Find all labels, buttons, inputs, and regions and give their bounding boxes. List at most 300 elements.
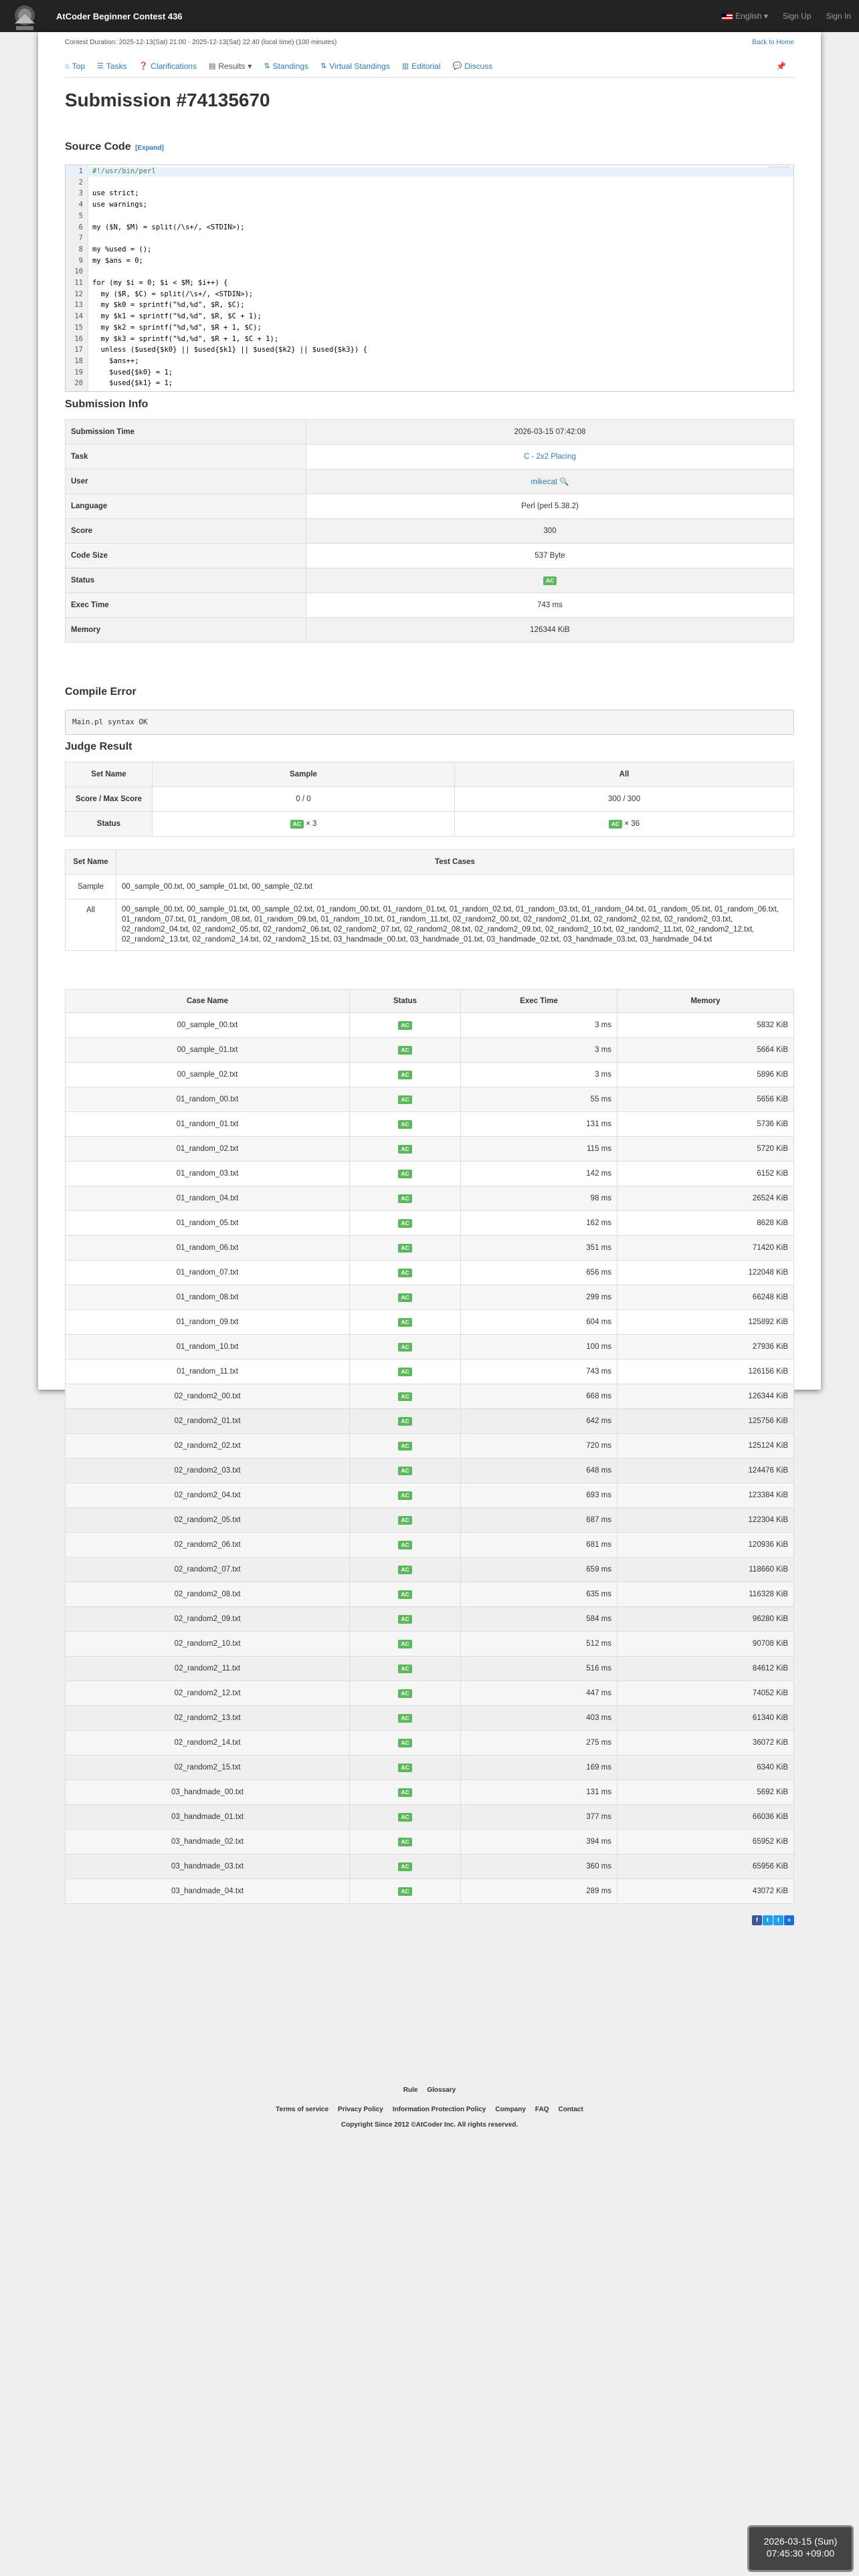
table-row xyxy=(66,544,794,568)
status-badge: AC xyxy=(398,1269,411,1277)
memory: 122048 KiB xyxy=(617,1261,794,1285)
line-number: 11 xyxy=(74,279,83,287)
nav-editorial-label: Editorial xyxy=(411,61,441,71)
exec-time: 169 ms xyxy=(461,1755,617,1780)
table-row xyxy=(66,1706,794,1731)
code-line xyxy=(66,301,793,310)
code-line xyxy=(66,245,793,255)
case-name: 02_random2_12.txt xyxy=(66,1681,350,1706)
submission-time-label: Submission Time xyxy=(66,420,306,445)
footer-link[interactable]: Glossary xyxy=(427,2086,456,2094)
share-plus-icon[interactable]: + xyxy=(784,1915,794,1925)
case-status xyxy=(350,1805,461,1830)
memory: 43072 KiB xyxy=(617,1879,794,1904)
case-status xyxy=(350,1162,461,1186)
set-name-header: Set Name xyxy=(66,850,116,875)
memory: 120936 KiB xyxy=(617,1533,794,1558)
status-badge: AC xyxy=(398,1640,411,1648)
memory: 116328 KiB xyxy=(617,1582,794,1607)
footer xyxy=(0,2086,859,2129)
sample-set-name: Sample xyxy=(66,875,116,899)
status-badge: AC xyxy=(398,1862,411,1871)
case-status xyxy=(350,1063,461,1087)
exec-time: 377 ms xyxy=(461,1805,617,1830)
status-badge: AC xyxy=(543,576,557,585)
case-status xyxy=(350,1310,461,1335)
code-line xyxy=(66,368,793,378)
case-status xyxy=(350,1013,461,1038)
exec-time: 512 ms xyxy=(461,1632,617,1656)
status-badge: AC xyxy=(398,1417,411,1426)
source-code-heading xyxy=(65,141,164,153)
code-text: my $k0 = sprintf("%d,%d", $R, $C); xyxy=(92,301,245,310)
exec-time: 584 ms xyxy=(461,1607,617,1632)
table-row xyxy=(66,990,794,1013)
nav-editorial[interactable] xyxy=(402,62,441,71)
code-text: my $k3 = sprintf("%d,%d", $R + 1, $C + 1); xyxy=(92,334,279,343)
memory-value: 126344 KiB xyxy=(306,618,794,643)
table-row xyxy=(66,762,794,787)
facebook-icon[interactable]: f xyxy=(752,1915,762,1925)
case-status xyxy=(350,1607,461,1632)
nav-clarifications-label: Clarifications xyxy=(151,61,197,71)
status-badge: AC xyxy=(398,1541,411,1549)
judge-result-heading: Judge Result xyxy=(65,741,132,752)
case-status xyxy=(350,1879,461,1904)
case-status xyxy=(350,1335,461,1360)
memory: 66248 KiB xyxy=(617,1285,794,1310)
clock-date: 2026-03-15 (Sun) xyxy=(763,2536,838,2547)
code-text: $used{$k1} = 1; xyxy=(92,379,173,388)
status-badge: AC xyxy=(398,1219,411,1228)
test-sets-table xyxy=(65,849,794,951)
status-badge: AC xyxy=(398,1689,411,1698)
table-row xyxy=(66,1310,794,1335)
line-number: 6 xyxy=(78,223,83,231)
code-line xyxy=(66,167,793,177)
sign-up-link[interactable]: Sign Up xyxy=(782,11,812,21)
case-name: 01_random_01.txt xyxy=(66,1112,350,1137)
table-row xyxy=(66,1013,794,1038)
contest-duration: Contest Duration: 2025-12-13(Sat) 21:00 - 2025-12-13(Sat) 22:40 (local time) (100 minutes) xyxy=(65,39,337,46)
nav-virtual-standings-label: Virtual Standings xyxy=(329,61,390,71)
line-number: 14 xyxy=(74,312,83,321)
exec-time: 351 ms xyxy=(461,1236,617,1261)
status-badge: AC xyxy=(398,1244,411,1253)
memory: 5692 KiB xyxy=(617,1780,794,1805)
code-text: $ans++; xyxy=(92,356,139,365)
case-status xyxy=(350,1854,461,1879)
table-row xyxy=(66,1607,794,1632)
exec-time: 299 ms xyxy=(461,1285,617,1310)
nav-discuss[interactable] xyxy=(453,62,493,71)
table-row xyxy=(66,1483,794,1508)
score-row-label: Score / Max Score xyxy=(66,787,153,812)
case-name: 02_random2_13.txt xyxy=(66,1706,350,1731)
case-name: 01_random_04.txt xyxy=(66,1186,350,1211)
case-status xyxy=(350,1038,461,1063)
main-container xyxy=(38,32,821,1923)
page-title: Submission #74135670 xyxy=(65,90,270,110)
case-name: 01_random_05.txt xyxy=(66,1211,350,1236)
case-name: 02_random2_00.txt xyxy=(66,1384,350,1409)
line-number: 4 xyxy=(78,201,83,209)
case-name: 02_random2_15.txt xyxy=(66,1755,350,1780)
exec-time: 447 ms xyxy=(461,1681,617,1706)
case-status xyxy=(350,1236,461,1261)
nav-discuss-label: Discuss xyxy=(464,61,493,71)
exec-time: 720 ms xyxy=(461,1434,617,1459)
status-header: Status xyxy=(350,990,461,1013)
expand-link[interactable]: [Expand] xyxy=(135,144,164,152)
language-value: Perl (perl 5.38.2) xyxy=(306,494,794,519)
test-cases-table xyxy=(65,989,794,1904)
case-name: 01_random_00.txt xyxy=(66,1087,350,1112)
case-status xyxy=(350,1533,461,1558)
memory: 5736 KiB xyxy=(617,1112,794,1137)
case-name: 02_random2_06.txt xyxy=(66,1533,350,1558)
line-number: 5 xyxy=(78,211,83,220)
status-badge: AC xyxy=(290,820,304,829)
all-set-cases: 00_sample_00.txt, 00_sample_01.txt, 00_sample_02.txt, 01_random_00.txt, 01_random_01.txt, 01_random_02.txt, 01_random_03.txt, 01_random_04.txt, 01_random_05.txt, 01_random_06.txt, 01_random_07.txt, 01_random_08.txt, 01_random_09.txt, 01_random_10.txt, 01_random_11.txt, 02_random2_00.txt, 02_random2_01.txt, 02_random2_02.txt, 02_random2_03.txt, 02_random2_04.txt, 02_random2_05.txt, 02_random2_06.txt, 02_random2_07.txt, 02_random2_08.txt, 02_random2_09.txt, 02_random2_10.txt, 02_random2_11.txt, 02_random2_12.txt, 02_random2_13.txt, 02_random2_14.txt, 02_random2_15.txt, 03_handmade_00.txt, 03_handmade_01.txt, 03_handmade_02.txt, 03_handmade_03.txt, 03_handmade_04.txt xyxy=(116,899,794,951)
status-badge: AC xyxy=(398,1318,411,1327)
memory: 5832 KiB xyxy=(617,1013,794,1038)
home-icon: ⌂ xyxy=(65,62,70,70)
status-badge: AC xyxy=(398,1021,411,1030)
nav-standings[interactable] xyxy=(264,62,308,71)
table-row xyxy=(66,1409,794,1434)
case-name: 03_handmade_02.txt xyxy=(66,1830,350,1854)
line-number: 12 xyxy=(74,290,83,298)
table-row xyxy=(66,420,794,445)
fixed-clock xyxy=(747,2525,854,2572)
exec-time: 3 ms xyxy=(461,1013,617,1038)
case-name: 01_random_11.txt xyxy=(66,1360,350,1384)
exec-time: 289 ms xyxy=(461,1879,617,1904)
case-status xyxy=(350,1112,461,1137)
status-badge: AC xyxy=(398,1095,411,1104)
line-number: 20 xyxy=(74,379,83,388)
footer-link[interactable]: FAQ xyxy=(535,2106,549,2113)
search-icon[interactable]: 🔍 xyxy=(559,478,569,486)
memory-header: Memory xyxy=(617,990,794,1013)
case-name: 02_random2_04.txt xyxy=(66,1483,350,1508)
nav-standings-label: Standings xyxy=(272,61,309,71)
line-number: 15 xyxy=(74,323,83,332)
status-badge: AC xyxy=(398,1145,411,1154)
status-badge: AC xyxy=(398,1590,411,1599)
status-badge: AC xyxy=(398,1442,411,1451)
code-line xyxy=(66,290,793,300)
status-badge: AC xyxy=(398,1046,411,1055)
pin-icon[interactable]: 📌 xyxy=(776,61,786,71)
code-line xyxy=(66,257,793,266)
exec-time: 516 ms xyxy=(461,1656,617,1681)
footer-link[interactable]: Rule xyxy=(403,2086,418,2094)
code-line xyxy=(66,357,793,366)
table-row xyxy=(66,1830,794,1854)
comment-icon: 💬 xyxy=(452,62,462,70)
table-row xyxy=(66,1533,794,1558)
footer-link[interactable]: Terms of service xyxy=(276,2106,329,2113)
source-code-heading-text: Source Code xyxy=(65,141,131,152)
submission-time-value: 2026-03-15 07:42:08 xyxy=(306,420,794,445)
table-row xyxy=(66,1261,794,1285)
memory: 6152 KiB xyxy=(617,1162,794,1186)
code-text: use warnings; xyxy=(92,201,148,209)
table-row xyxy=(66,1186,794,1211)
footer-link[interactable]: Company xyxy=(495,2106,526,2113)
status-row-label: Status xyxy=(66,812,153,837)
status-badge: AC xyxy=(398,1714,411,1723)
table-row xyxy=(66,1360,794,1384)
exec-time-header: Exec Time xyxy=(461,990,617,1013)
case-name: 01_random_07.txt xyxy=(66,1261,350,1285)
case-status xyxy=(350,1558,461,1582)
memory: 90708 KiB xyxy=(617,1632,794,1656)
case-status xyxy=(350,1459,461,1483)
memory: 123384 KiB xyxy=(617,1483,794,1508)
case-name: 01_random_02.txt xyxy=(66,1137,350,1162)
status-badge: AC xyxy=(398,1739,411,1747)
sign-in-link[interactable]: Sign In xyxy=(826,11,851,21)
language-dropdown[interactable]: English ▾ xyxy=(722,11,768,21)
status-badge: AC xyxy=(398,1566,411,1574)
line-number: 9 xyxy=(78,256,83,265)
share-buttons xyxy=(752,1915,794,1925)
table-row xyxy=(66,1731,794,1755)
case-name: 03_handmade_00.txt xyxy=(66,1780,350,1805)
memory-label: Memory xyxy=(66,618,306,643)
table-row xyxy=(66,875,794,899)
table-row xyxy=(66,1854,794,1879)
task-label: Task xyxy=(66,445,306,469)
code-text: use strict; xyxy=(92,189,139,198)
exec-time: 668 ms xyxy=(461,1384,617,1409)
case-name: 03_handmade_03.txt xyxy=(66,1854,350,1879)
memory: 71420 KiB xyxy=(617,1236,794,1261)
footer-link[interactable]: Information Protection Policy xyxy=(392,2106,486,2113)
table-row xyxy=(66,787,794,812)
case-status xyxy=(350,1434,461,1459)
language-label: English xyxy=(735,11,762,21)
status-badge: AC xyxy=(398,1392,411,1401)
contest-name-link[interactable]: AtCoder Beginner Contest 436 xyxy=(56,11,183,21)
status-badge: AC xyxy=(398,1467,411,1475)
code-line xyxy=(66,312,793,322)
case-name: 01_random_10.txt xyxy=(66,1335,350,1360)
case-name: 03_handmade_04.txt xyxy=(66,1879,350,1904)
case-status xyxy=(350,1830,461,1854)
source-code-editor[interactable] xyxy=(65,165,794,392)
memory: 124476 KiB xyxy=(617,1459,794,1483)
exec-time: 648 ms xyxy=(461,1459,617,1483)
compile-error-heading: Compile Error xyxy=(65,686,136,697)
nav-tasks-label: Tasks xyxy=(106,61,127,71)
table-row xyxy=(66,1558,794,1582)
exec-time: 635 ms xyxy=(461,1582,617,1607)
line-number: 18 xyxy=(74,356,83,365)
memory: 5720 KiB xyxy=(617,1137,794,1162)
case-status xyxy=(350,1780,461,1805)
back-to-home-link[interactable]: Back to Home xyxy=(752,39,794,46)
table-row xyxy=(66,445,794,469)
table-row xyxy=(66,1681,794,1706)
case-status xyxy=(350,1285,461,1310)
nav-clarifications[interactable] xyxy=(139,62,197,71)
exec-time-label: Exec Time xyxy=(66,593,306,618)
sort-icon: ⇅ xyxy=(320,62,327,70)
table-row xyxy=(66,1137,794,1162)
test-cases-header: Test Cases xyxy=(116,850,794,875)
sample-count: × 3 xyxy=(306,819,317,828)
exec-time: 275 ms xyxy=(461,1731,617,1755)
table-row xyxy=(66,1063,794,1087)
code-line xyxy=(66,189,793,199)
status-badge: AC xyxy=(398,1343,411,1352)
submission-info-heading: Submission Info xyxy=(65,399,149,410)
footer-link[interactable]: Contact xyxy=(558,2106,583,2113)
code-line xyxy=(66,346,793,355)
question-icon: ❓ xyxy=(138,62,149,70)
status-badge: AC xyxy=(398,1516,411,1525)
all-status xyxy=(455,812,794,837)
table-row xyxy=(66,469,794,494)
user-link[interactable]: mikecat xyxy=(531,478,558,486)
nav-results-dropdown[interactable]: ▤ Results ▾ xyxy=(208,61,252,71)
table-row xyxy=(66,899,794,951)
case-status xyxy=(350,1483,461,1508)
score-label: Score xyxy=(66,519,306,544)
case-name: 02_random2_14.txt xyxy=(66,1731,350,1755)
exec-time: 403 ms xyxy=(461,1706,617,1731)
status-badge: AC xyxy=(398,1293,411,1302)
exec-time: 55 ms xyxy=(461,1087,617,1112)
table-row xyxy=(66,1162,794,1186)
status-badge: AC xyxy=(609,820,622,829)
exec-time: 100 ms xyxy=(461,1335,617,1360)
all-header: All xyxy=(455,762,794,787)
code-text: my $k1 = sprintf("%d,%d", $R, $C + 1); xyxy=(92,312,262,321)
status-badge: AC xyxy=(398,1813,411,1822)
compile-output: Main.pl syntax OK xyxy=(65,710,794,735)
status-badge: AC xyxy=(398,1887,411,1896)
memory: 65956 KiB xyxy=(617,1854,794,1879)
table-row xyxy=(66,1879,794,1904)
case-status xyxy=(350,1582,461,1607)
status-badge: AC xyxy=(398,1120,411,1129)
table-row xyxy=(66,618,794,643)
case-name: 00_sample_00.txt xyxy=(66,1013,350,1038)
line-number: 13 xyxy=(74,301,83,310)
case-name: 02_random2_05.txt xyxy=(66,1508,350,1533)
table-row xyxy=(66,1459,794,1483)
case-status xyxy=(350,1508,461,1533)
code-line xyxy=(66,324,793,333)
atcoder-logo[interactable] xyxy=(8,1,41,34)
memory: 27936 KiB xyxy=(617,1335,794,1360)
case-name: 02_random2_09.txt xyxy=(66,1607,350,1632)
code-text: my ($R, $C) = split(/\s+/, <STDIN>); xyxy=(92,290,254,298)
footer-link[interactable]: Privacy Policy xyxy=(338,2106,383,2113)
memory: 84612 KiB xyxy=(617,1656,794,1681)
case-status xyxy=(350,1384,461,1409)
memory: 125124 KiB xyxy=(617,1434,794,1459)
score-value: 300 xyxy=(306,519,794,544)
exec-time: 162 ms xyxy=(461,1211,617,1236)
case-name: 01_random_06.txt xyxy=(66,1236,350,1261)
table-row xyxy=(66,1384,794,1409)
tweet-icon[interactable]: t xyxy=(773,1915,783,1925)
table-row xyxy=(66,1632,794,1656)
results-icon: ▤ xyxy=(208,62,216,70)
code-line xyxy=(66,234,793,243)
status-label: Status xyxy=(66,568,306,593)
exec-time: 604 ms xyxy=(461,1310,617,1335)
status-badge: AC xyxy=(398,1194,411,1203)
table-row xyxy=(66,1236,794,1261)
case-status xyxy=(350,1706,461,1731)
table-row xyxy=(66,519,794,544)
nav-virtual-standings[interactable] xyxy=(320,62,390,71)
code-line xyxy=(66,212,793,221)
case-name: 01_random_09.txt xyxy=(66,1310,350,1335)
exec-time: 360 ms xyxy=(461,1854,617,1879)
case-name: 02_random2_02.txt xyxy=(66,1434,350,1459)
case-name: 02_random2_07.txt xyxy=(66,1558,350,1582)
exec-time: 3 ms xyxy=(461,1063,617,1087)
exec-time: 142 ms xyxy=(461,1162,617,1186)
memory: 126344 KiB xyxy=(617,1384,794,1409)
table-row xyxy=(66,1508,794,1533)
nav-top-label: Top xyxy=(72,61,86,71)
all-count: × 36 xyxy=(624,819,640,828)
case-status xyxy=(350,1409,461,1434)
code-line xyxy=(66,223,793,233)
twitter-icon[interactable]: t xyxy=(763,1915,773,1925)
copyright-text: Copyright Since 2012 ©AtCoder Inc. All rights reserved. xyxy=(341,2121,518,2129)
line-number: 8 xyxy=(78,245,83,253)
code-size-value: 537 Byte xyxy=(306,544,794,568)
sort-icon: ⇅ xyxy=(264,62,270,70)
exec-time: 693 ms xyxy=(461,1483,617,1508)
nav-top[interactable] xyxy=(65,62,85,71)
case-name: 02_random2_08.txt xyxy=(66,1582,350,1607)
memory: 26524 KiB xyxy=(617,1186,794,1211)
code-line xyxy=(66,335,793,344)
table-row xyxy=(66,568,794,593)
case-name: 03_handmade_01.txt xyxy=(66,1805,350,1830)
sample-status xyxy=(153,812,455,837)
case-name: 01_random_03.txt xyxy=(66,1162,350,1186)
code-line xyxy=(66,179,793,188)
line-number: 10 xyxy=(74,267,83,276)
case-status xyxy=(350,1087,461,1112)
case-name: 02_random2_11.txt xyxy=(66,1656,350,1681)
nav-tasks[interactable] xyxy=(97,62,127,71)
status-badge: AC xyxy=(398,1763,411,1772)
code-text: #!/usr/bin/perl xyxy=(92,167,156,175)
table-row xyxy=(66,1805,794,1830)
status-badge: AC xyxy=(398,1491,411,1500)
task-link[interactable]: C - 2x2 Placing xyxy=(524,453,576,461)
memory: 65952 KiB xyxy=(617,1830,794,1854)
line-number: 2 xyxy=(78,178,83,187)
code-line xyxy=(66,201,793,210)
all-set-name: All xyxy=(66,899,116,951)
table-row xyxy=(66,1434,794,1459)
exec-time: 131 ms xyxy=(461,1112,617,1137)
